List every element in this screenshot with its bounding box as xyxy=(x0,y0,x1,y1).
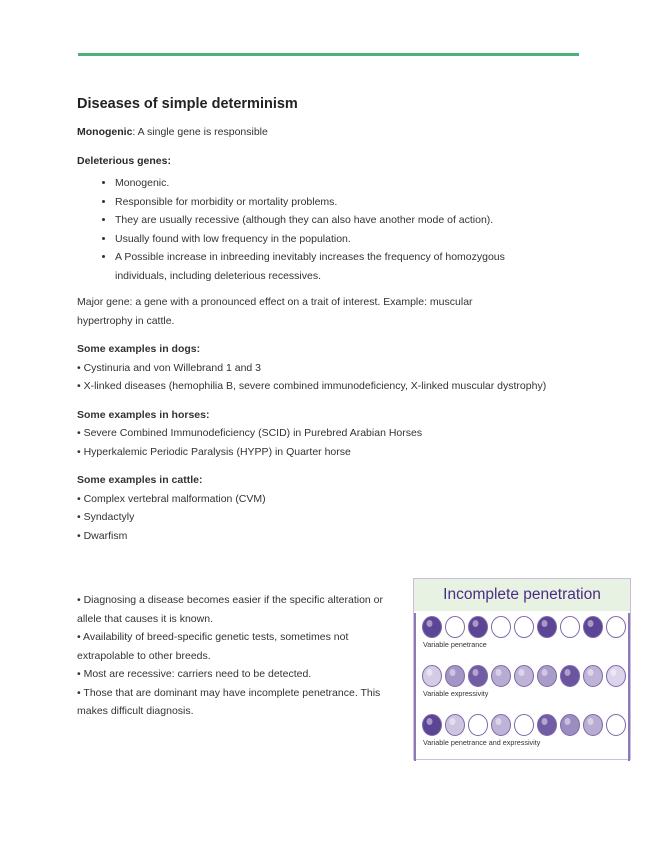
phenotype-circle xyxy=(515,666,534,687)
cattle-item: • Syndactyly xyxy=(77,511,135,523)
phenotype-circle xyxy=(607,666,626,687)
phenotype-circle xyxy=(423,617,442,638)
phenotype-circle xyxy=(584,617,603,638)
major-gene-paragraph: Major gene: a gene with a pronounced effect on a trait of interest. Example: muscular hypertrophy in cattle. xyxy=(77,296,473,327)
horses-item: • Hyperkalemic Periodic Paralysis (HYPP) in Quarter horse xyxy=(77,445,351,458)
diagnosis-notes xyxy=(77,591,407,721)
circle-row-expressivity xyxy=(420,664,626,688)
circle-highlight xyxy=(565,718,571,725)
cattle-heading: Some examples in cattle: xyxy=(77,474,203,486)
deleterious-list xyxy=(77,174,577,285)
phenotype-circle xyxy=(607,715,626,736)
diagnosis-item: • Availability of breed-specific genetic tests, sometimes not extrapolable to other breeds. xyxy=(77,631,349,662)
list-item: • Monogenic. xyxy=(115,174,577,193)
circle-highlight xyxy=(542,669,548,676)
circle-highlight xyxy=(473,669,479,676)
phenotype-circle xyxy=(515,715,534,736)
figure-title: Incomplete penetration xyxy=(414,579,630,611)
circle-highlight xyxy=(588,669,594,676)
page-title: Diseases of simple determinism xyxy=(77,96,298,112)
phenotype-circle xyxy=(607,617,626,638)
phenotype-circle xyxy=(423,666,442,687)
horses-heading: Some examples in horses: xyxy=(77,408,210,421)
list-item: • A Possible increase in inbreeding inevitably increases the frequency of homozygous individuals, including deleterious recessives. xyxy=(115,248,577,285)
phenotype-circle xyxy=(446,715,465,736)
circle-highlight xyxy=(542,718,548,725)
diagnosis-item: • Those that are dominant may have incomplete penetrance. This makes difficult diagnosis. xyxy=(77,686,381,717)
circle-highlight xyxy=(427,620,433,627)
phenotype-circle xyxy=(584,715,603,736)
list-item: • Responsible for morbidity or mortality problems. xyxy=(115,193,577,212)
phenotype-circle xyxy=(492,715,511,736)
diagnosis-item: • Most are recessive: carriers need to be detected. xyxy=(77,668,312,680)
phenotype-circle xyxy=(538,715,557,736)
dogs-heading: Some examples in dogs: xyxy=(77,343,201,355)
monogenic-def: : A single gene is responsible xyxy=(132,126,268,138)
cattle-section xyxy=(77,471,577,545)
phenotype-circle xyxy=(515,617,534,638)
phenotype-circle xyxy=(584,666,603,687)
row-label-both: Variable penetrance and expressivity xyxy=(423,738,541,747)
horses-item: • Severe Combined Immunodeficiency (SCID) in Purebred Arabian Horses xyxy=(77,427,423,439)
monogenic-definition xyxy=(77,123,577,142)
circle-highlight xyxy=(588,718,594,725)
phenotype-circle xyxy=(469,715,488,736)
circle-highlight xyxy=(450,669,456,676)
circle-highlight xyxy=(473,620,479,627)
incomplete-penetration-figure xyxy=(413,578,631,760)
dogs-item: • Cystinuria and von Willebrand 1 and 3 xyxy=(77,361,262,374)
figure-body xyxy=(414,613,630,761)
circle-row-penetrance xyxy=(420,615,626,639)
monogenic-term: Monogenic xyxy=(77,126,133,138)
dogs-section xyxy=(77,340,577,396)
circle-highlight xyxy=(542,620,548,627)
circle-highlight xyxy=(496,718,502,725)
phenotype-circle xyxy=(469,617,488,638)
dogs-item: • X-linked diseases (hemophilia B, severe combined immunodeficiency, X-linked muscular dystrophy) xyxy=(77,380,547,392)
circle-highlight xyxy=(611,669,617,676)
circle-highlight xyxy=(496,669,502,676)
top-divider xyxy=(78,53,579,56)
phenotype-circle xyxy=(561,715,580,736)
horses-section xyxy=(77,406,577,462)
phenotype-circle xyxy=(423,715,442,736)
diagnosis-item: • Diagnosing a disease becomes easier if the specific alteration or allele that causes it is known. xyxy=(77,594,384,625)
circle-highlight xyxy=(427,669,433,676)
list-item: • Usually found with low frequency in the population. xyxy=(115,230,577,249)
cattle-item: • Complex vertebral malformation (CVM) xyxy=(77,492,266,505)
circle-highlight xyxy=(519,669,525,676)
cattle-item: • Dwarfism xyxy=(77,529,128,542)
row-label-penetrance: Variable penetrance xyxy=(423,640,487,649)
list-item: • They are usually recessive (although they can also have another mode of action). xyxy=(115,211,577,230)
phenotype-circle xyxy=(561,617,580,638)
phenotype-circle xyxy=(538,666,557,687)
circle-highlight xyxy=(427,718,433,725)
deleterious-heading: Deleterious genes: xyxy=(77,154,171,167)
phenotype-circle xyxy=(492,617,511,638)
phenotype-circle xyxy=(538,617,557,638)
circle-highlight xyxy=(450,718,456,725)
phenotype-circle xyxy=(446,666,465,687)
circle-highlight xyxy=(588,620,594,627)
phenotype-circle xyxy=(492,666,511,687)
row-label-expressivity: Variable expressivity xyxy=(423,689,489,698)
phenotype-circle xyxy=(446,617,465,638)
circle-row-both xyxy=(420,713,626,737)
phenotype-circle xyxy=(469,666,488,687)
circle-highlight xyxy=(565,669,571,676)
document-body xyxy=(77,96,577,555)
phenotype-circle xyxy=(561,666,580,687)
